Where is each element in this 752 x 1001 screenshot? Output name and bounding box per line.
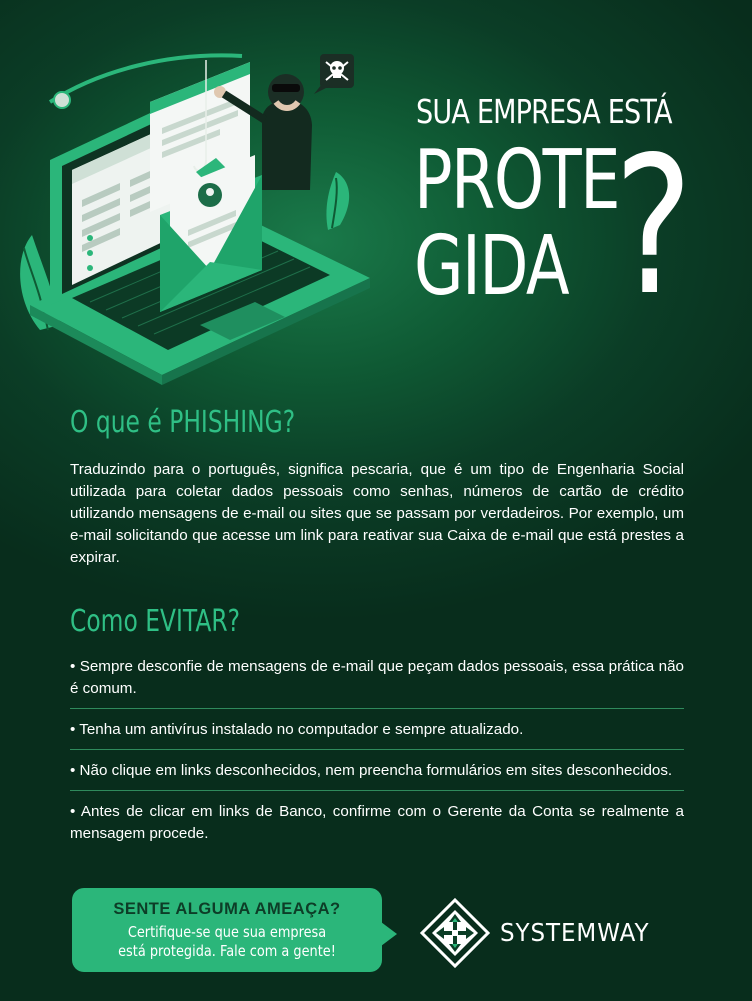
section-title-avoid: Como EVITAR? (70, 604, 241, 639)
cta-text (94, 923, 361, 961)
tip-item: • Não clique em links desconhecidos, nem preencha formulários em sites desconhecidos. (70, 759, 684, 791)
cta-line2: está protegida. Fale com a gente! (118, 942, 336, 960)
skull-icon (314, 54, 354, 94)
headline (414, 92, 714, 337)
section-title-phishing: O que é PHISHING? (70, 405, 296, 440)
cta-bubble (72, 888, 382, 972)
headline-question-mark: ? (614, 116, 693, 337)
headline-line2: PROTE (414, 133, 620, 228)
brand-name: SYSTEMWAY (500, 918, 650, 947)
phishing-description: Traduzindo para o português, significa pescaria, que é um tipo de Engenharia Social utilizada para coletar dados pessoais como senhas, números de cartão de crédito utilizando mensagens de e-mail ou sites que se passam por verdadeiros. Por exemplo, um e-mail solicitando que acesse um link para reativar sua Caixa de e-mail que está prestes a expirar. (70, 461, 684, 566)
headline-line3: GIDA (414, 219, 569, 314)
tip-item: • Sempre desconfie de mensagens de e-mail que peçam dados pessoais, essa prática não é comum. (70, 655, 684, 709)
tips-list (70, 655, 684, 862)
cta-line1: Certifique-se que sua empresa (127, 923, 327, 941)
phishing-illustration (10, 40, 390, 390)
tip-item: • Tenha um antivírus instalado no computador e sempre atualizado. (70, 718, 684, 750)
arrows-diamond-icon (420, 898, 490, 968)
cta-title: SENTE ALGUMA AMEAÇA? (113, 900, 341, 918)
tip-item: • Antes de clicar em links de Banco, confirme com o Gerente da Conta se realmente a mensagem procede. (70, 803, 684, 842)
headline-line1: SUA EMPRESA ESTÁ (416, 92, 672, 131)
